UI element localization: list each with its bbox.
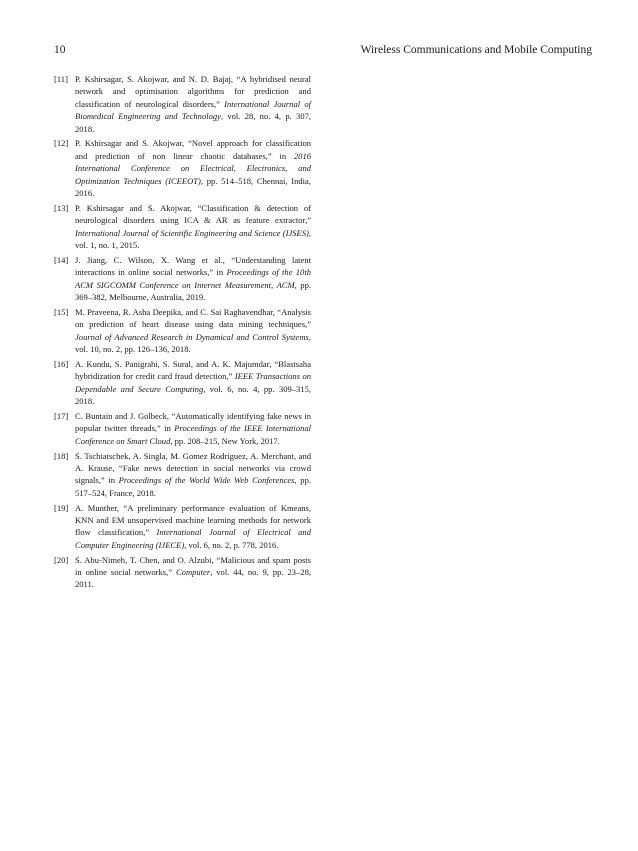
reference-venue: 2016 International Conference on Electrical, Electronics, and Optimization Techniques (ICEEOT) xyxy=(75,150,311,186)
reference-venue: Proceedings of the IEEE International Conference on Smart Cloud xyxy=(75,423,311,446)
reference-text: A. Kundu, S. Panigrahi, S. Sural, and A. K. Majumdar, “Blastsaha hybridization for credit card fraud detection,” xyxy=(75,358,311,382)
reference-list xyxy=(54,73,311,593)
reference-details: , vol. 6, no. 2, p. 778, 2016. xyxy=(184,539,279,550)
reference-text: P. Kshirsagar, S. Akojwar, and N. D. Bajaj, “A hybridised neural network and optimisation algorithms for prediction and classification of neurological disorders,” xyxy=(75,74,311,109)
reference-item xyxy=(54,254,311,304)
reference-item xyxy=(54,358,311,408)
reference-item xyxy=(54,306,311,356)
reference-item xyxy=(54,554,311,591)
reference-number: [12] xyxy=(54,138,69,149)
reference-details: , pp. 517–524, France, 2018. xyxy=(75,475,311,498)
reference-details: , vol. 1, no. 1, 2015. xyxy=(75,227,311,251)
reference-details: , vol. 10, no. 2, pp. 126–136, 2018. xyxy=(75,331,311,355)
reference-venue: International Journal of Biomedical Engineering and Technology xyxy=(75,98,311,122)
reference-venue: Proceedings of the 10th ACM SIGCOMM Conference on Internet Measurement, ACM xyxy=(75,267,311,290)
reference-number: [18] xyxy=(54,450,69,461)
reference-details: , vol. 6, no. 4, pp. 309–315, 2018. xyxy=(75,383,311,407)
reference-item xyxy=(54,450,311,500)
reference-item xyxy=(54,502,311,552)
reference-details: , pp. 514–518, Chennai, India, 2016. xyxy=(75,175,311,199)
reference-details: , vol. 44, no. 9, pp. 23–28, 2011. xyxy=(75,566,311,590)
reference-venue: Computer xyxy=(175,566,211,577)
reference-number: [19] xyxy=(54,502,69,513)
reference-venue: International Journal of Scientific Engineering and Science (IJSES) xyxy=(75,227,309,238)
reference-number: [11] xyxy=(54,74,68,84)
journal-title: Wireless Communications and Mobile Computing xyxy=(360,44,592,56)
reference-item xyxy=(54,202,311,252)
reference-venue: IEEE Transactions on Dependable and Secure Computing xyxy=(75,371,311,394)
reference-text: J. Jiang, C. Wilson, X. Wang et al., “Understanding latent interactions in online social networks,” in xyxy=(75,254,311,278)
reference-text: A. Munther, “A preliminary performance evaluation of Kmeans, KNN and EM unsupervised machine learning methods for network flow classification,” xyxy=(75,502,311,538)
reference-venue: Proceedings of the World Wide Web Conferences xyxy=(118,475,295,486)
reference-item xyxy=(54,73,311,135)
reference-number: [14] xyxy=(54,254,69,265)
reference-details: , vol. 28, no. 4, p. 307, 2018. xyxy=(75,111,311,134)
reference-item xyxy=(54,137,311,199)
reference-item xyxy=(54,410,311,447)
reference-venue: International Journal of Electrical and Computer Engineering (IJECE) xyxy=(75,527,311,550)
reference-text: P. Kshirsagar and S. Akojwar, “Classification & detection of neurological disorders using ICA & AR as feature extractor,” xyxy=(75,202,311,226)
reference-venue: Journal of Advanced Research in Dynamical and Control Systems xyxy=(75,331,309,342)
reference-details: , pp. 369–382, Melbourne, Australia, 2019. xyxy=(75,279,311,303)
reference-number: [13] xyxy=(54,202,69,213)
reference-text: C. Buntain and J. Golbeck, “Automatically identifying fake news in popular twitter threads,” in xyxy=(75,410,311,434)
reference-text: M. Praveena, R. Asha Deepika, and C. Sai Raghavendhar, “Analysis on prediction of heart disease using data mining techniques,” xyxy=(75,306,311,330)
reference-number: [20] xyxy=(54,554,69,565)
reference-number: [16] xyxy=(54,358,69,369)
reference-number: [15] xyxy=(54,306,69,317)
reference-text: S. Abu-Nimeh, T. Chen, and O. Alzubi, “Malicious and spam posts in online social networks,” xyxy=(75,554,311,577)
page-number: 10 xyxy=(54,44,66,56)
reference-number: [17] xyxy=(54,410,69,421)
reference-text: S. Tschiatschek, A. Singla, M. Gomez Rodriguez, A. Merchant, and A. Krause, “Fake news detection in social networks via crowd signals,” in xyxy=(75,450,311,486)
page-header xyxy=(54,44,592,58)
reference-details: , pp. 208–215, New York, 2017. xyxy=(170,435,280,446)
reference-text: P. Kshirsagar and S. Akojwar, “Novel approach for classification and prediction of non linear chaotic databases,” in xyxy=(75,138,311,161)
